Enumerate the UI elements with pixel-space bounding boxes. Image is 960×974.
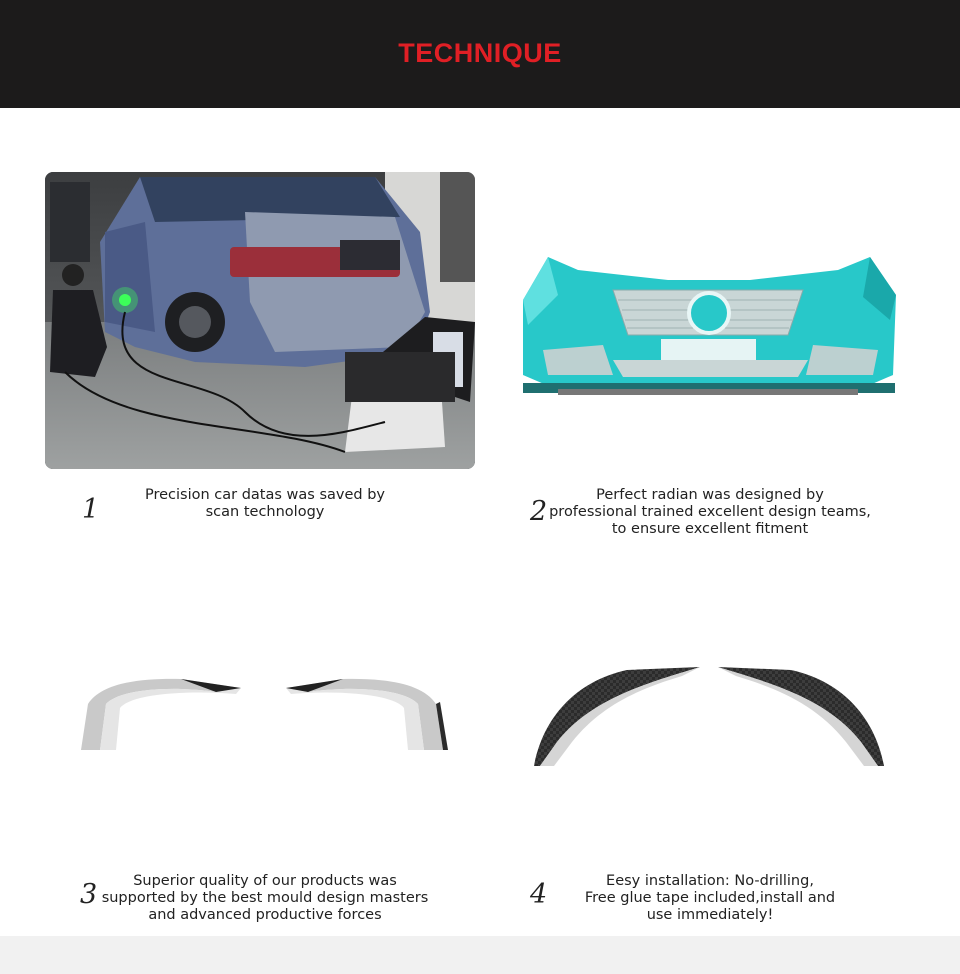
page-title: TECHNIQUE <box>398 38 562 68</box>
step-4-caption-line: Eesy installation: No-drilling, <box>606 873 814 889</box>
step-2-number: 2 <box>530 496 548 527</box>
step-1-caption-line: Precision car datas was saved by <box>144 487 385 503</box>
step-3-number: 3 <box>80 879 98 910</box>
step-1-number: 1 <box>82 494 100 525</box>
header-bar <box>0 0 960 108</box>
step-1-caption <box>135 487 395 521</box>
step-4-caption-line: Free glue tape included,install and <box>584 890 836 906</box>
step-2-caption-line: to ensure excellent fitment <box>611 521 809 537</box>
step-3-caption-line: supported by the best mould design masters <box>101 890 429 906</box>
step-2-caption-line: professional trained excellent design teams, <box>549 504 871 520</box>
step-4-caption-line: use immediately! <box>646 907 774 923</box>
fender-flare-mould-parts <box>76 676 448 756</box>
step-1-caption-line: scan technology <box>205 504 325 520</box>
car-3d-scanning-photo <box>45 172 475 469</box>
step-3-caption <box>97 873 433 924</box>
step-4-number: 4 <box>530 879 548 910</box>
step-4-caption <box>575 873 845 924</box>
carbon-fender-flare-parts <box>532 662 886 768</box>
step-2-caption-line: Perfect radian was designed by <box>596 487 824 503</box>
step-3-caption-line: Superior quality of our products was <box>133 873 397 889</box>
step-2-caption <box>545 487 875 538</box>
footer-band <box>0 936 960 974</box>
front-bumper-3d-model <box>518 255 900 400</box>
step-3-caption-line: and advanced productive forces <box>148 907 382 923</box>
